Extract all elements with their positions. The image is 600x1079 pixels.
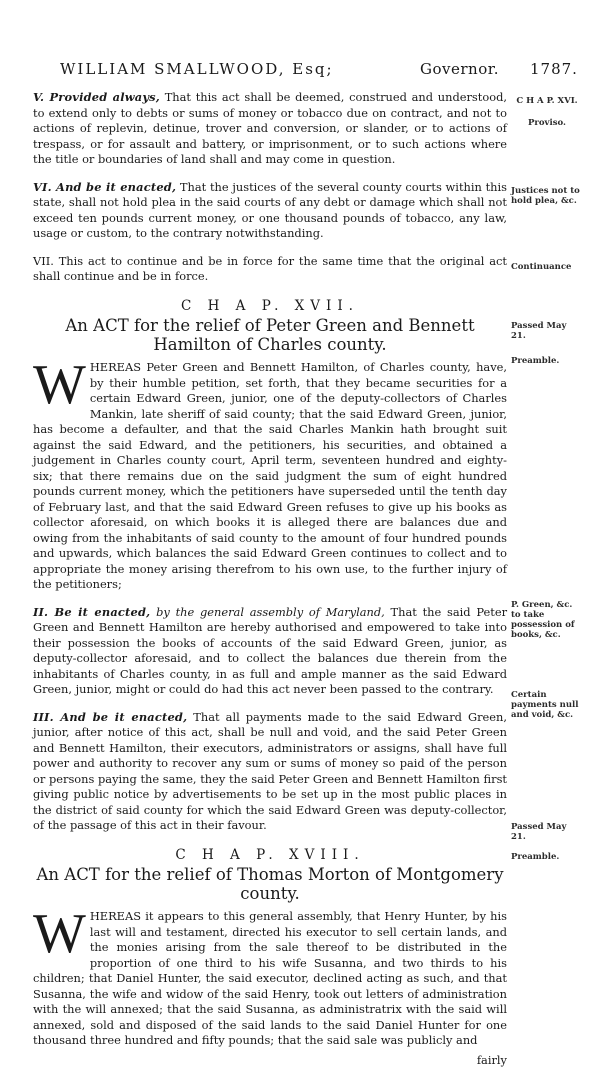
header-year: 1787.	[530, 60, 578, 78]
chap-17-title: An ACT for the relief of Peter Green and Bennett Hamilton of Charles county.	[65, 316, 475, 354]
margin-preamble-17: Preamble.	[511, 356, 560, 366]
margin-green: P. Green, &c. to take possession of books, &c.	[511, 600, 575, 640]
margin-justices: Justices not to hold plea, &c.	[511, 186, 580, 206]
section-v	[33, 90, 507, 168]
chap-17-preamble-text: HEREAS Peter Green and Bennett Hamilton, of Charles county, have, by their humble petition, set forth, that they became securities for a certain Edward Green, junior, one of the deputy-collectors of Charles Mankin, late sheriff of said county; that the said Edward Green, junior, has become a defaulter, and that the said Charles Mankin hath brought suit against the said Edward, and the petitioners, his securities, and obtained a judgement in Charles county court, April term, seventeen hundred and eighty-six; that there remains due on the said judgment the sum of eight hundred pounds current money, which the petitioners have superseded until the tenth day of February last, and that the said Edward Green refuses to give up his books as collector aforesaid, on which books it is alleged there are balances due and owing from the inhabitants of said county to the amount of four hundred pounds and upwards, which balances the said Edward Green continues to collect and to appropriate the money arising therefrom to his own use, to the further injury of the petitioners;	[33, 360, 507, 591]
drop-cap: W	[33, 354, 86, 416]
chap-17-section-iii	[33, 710, 507, 834]
section-ii-text: That the said Peter Green and Bennett Hamilton are hereby authorised and empowered to take into their possession the books of accounts of the said Edward Green, junior, as deputy-collector aforesaid, and to collect the balances due therein from the inhabitants of Charles county, in as full and ample manner as the said Edward Green, junior, might or could do had this act never been passed to the contrary.	[33, 604, 508, 696]
section-iii-text: That all payments made to the said Edward Green, junior, after notice of this act, shall be null and void, and the said Peter Green and Bennett Hamilton, their executors, administrators or assigns, shall have full power and authority to recover any sum or sums of money so paid of the person or persons paying the same, they the said Peter Green and Bennett Hamilton first giving public notice by advertisements to be set up in the most public places in the district of said county for which the said Edward Green was deputy-collector, of the passage of this act in their favour.	[33, 709, 507, 832]
section-ii-italic: by the general assembly of Maryland,	[150, 604, 385, 619]
section-vi-text: That the justices of the several county courts within this state, shall not hold plea in the said courts of any debt or damage which shall not exceed ten pounds current money, or one thousand pounds of tobacco, any law, usage or custom, to the contrary notwithstanding.	[33, 179, 508, 240]
drop-cap: W	[33, 903, 86, 965]
margin-passed-17: Passed May 21.	[511, 321, 567, 341]
document-body	[33, 90, 507, 1068]
section-ii-lead: II. Be it enacted,	[33, 604, 151, 619]
section-v-text: That this act shall be deemed, construed and understood, to extend only to debts or sums of money or tobacco due on contract, and not to actions of replevin, detinue, trover and conversion, or slander, or to actions of trespass, or for assault and battery, or imprisonment, or to such actions where the title or boundaries of land shall and may come in question.	[33, 90, 507, 166]
header-title: Governor.	[420, 60, 500, 78]
chap-18-preamble-text: HEREAS it appears to this general assembly, that Henry Hunter, by his last will and testament, directed his executor to sell certain lands, and the monies arising from the sale thereof to be distributed in the proportion of one third to his wife Susanna, and two thirds to his children; that Daniel Hunter, the said executor, declined acting as such, and that Susanna, the wife and widow of the said Henry, took out letters of administration with the will annexed; that the said Susanna, as administratrix with the said will annexed, sold and disposed of the said lands to the said Daniel Hunter for one thousand three hundred and fifty pounds; that the said sale was publicly and	[33, 909, 507, 1047]
page-header	[60, 60, 585, 78]
margin-chap-16: C H A P. XVI.	[516, 96, 578, 106]
margin-passed-18: Passed May 21.	[511, 822, 567, 842]
margin-payments: Certain payments null and void, &c.	[511, 690, 579, 720]
section-v-lead: V. Provided always,	[33, 90, 160, 104]
chap-18-title: An ACT for the relief of Thomas Morton of Montgomery county.	[36, 865, 504, 903]
section-iii-lead: III. And be it enacted,	[33, 709, 188, 724]
header-name: WILLIAM SMALLWOOD, Esq;	[60, 60, 334, 78]
section-vi-lead: VI. And be it enacted,	[33, 179, 177, 194]
section-vi	[33, 180, 507, 242]
chap-18-heading: C H A P. XVIII.	[175, 846, 365, 863]
chap-17-preamble	[33, 354, 507, 593]
section-vii: VII. This act to continue and be in force for the same time that the original act shall continue and be in force.	[33, 253, 507, 283]
chap-17-heading: C H A P. XVII.	[181, 297, 359, 314]
chap-18-preamble	[33, 903, 507, 1049]
margin-continuance: Continuance	[511, 262, 572, 272]
margin-proviso: Proviso.	[528, 118, 566, 128]
margin-preamble-18: Preamble.	[511, 852, 560, 862]
chap-17-section-ii	[33, 605, 507, 698]
catchword: fairly	[476, 1052, 507, 1067]
